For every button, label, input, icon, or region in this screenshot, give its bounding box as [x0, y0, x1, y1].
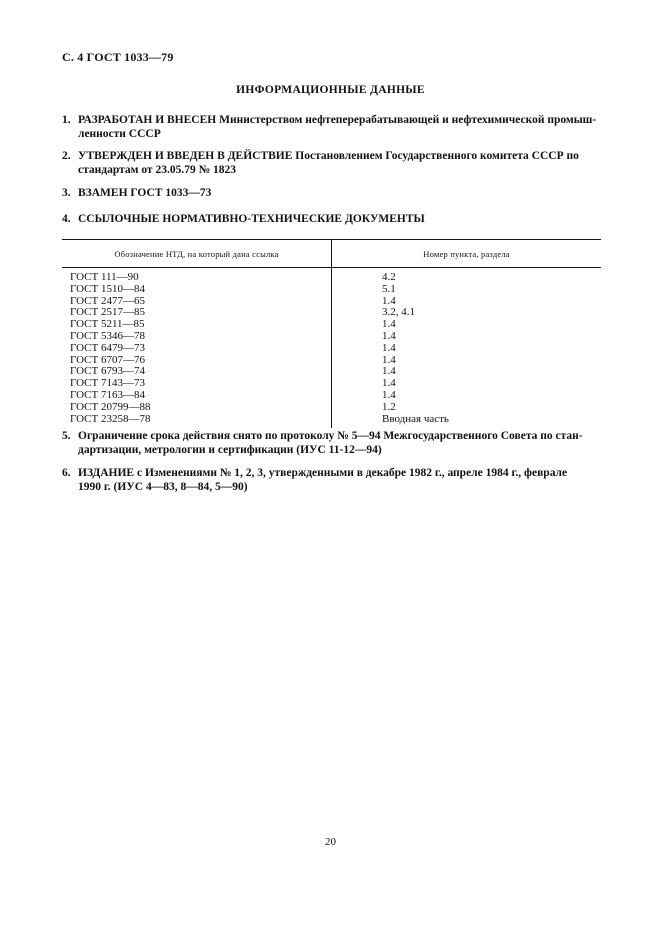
page-header: С. 4 ГОСТ 1033—79	[62, 50, 174, 64]
item-text: Постановлением Государственного комитета СССР по	[292, 150, 579, 162]
item-number: 2.	[62, 150, 71, 162]
page-number: 20	[325, 836, 336, 848]
table-row	[62, 402, 601, 414]
cell-document: ГОСТ 7163—84	[62, 390, 332, 402]
cell-document: ГОСТ 7143—73	[62, 378, 332, 390]
cell-clause: 1.4	[382, 318, 396, 331]
item-3	[62, 186, 602, 200]
cell-clause: 1.4	[382, 377, 396, 390]
cell-document: ГОСТ 23258—78	[62, 414, 332, 429]
item-lead: РАЗРАБОТАН И ВНЕСЕН	[78, 114, 217, 126]
cell-clause: 1.4	[382, 341, 396, 354]
item-2	[62, 149, 602, 177]
item-number: 4.	[62, 213, 71, 225]
item-continuation: стандартам от 23.05.79 № 1823	[78, 164, 237, 176]
item-text: с Изменениями № 1, 2, 3, утвержденными в декабре 1982 г., апреле 1984 г., феврале	[134, 467, 568, 479]
cell-document: ГОСТ 2477—65	[62, 296, 332, 308]
item-6	[62, 466, 602, 494]
item-continuation: ленности СССР	[78, 128, 161, 140]
column-header-document: Обозначение НТД, на который дана ссылка	[62, 240, 332, 268]
table-header-row	[62, 240, 601, 268]
cell-document: ГОСТ 6793—74	[62, 366, 332, 378]
item-number: 3.	[62, 187, 71, 199]
cell-clause: 4.2	[382, 271, 396, 283]
cell-document: ГОСТ 5211—85	[62, 319, 332, 331]
cell-document: ГОСТ 20799—88	[62, 402, 332, 414]
item-4	[62, 212, 602, 226]
table-row	[62, 331, 601, 343]
cell-clause: Вводная часть	[382, 412, 449, 425]
item-lead: ИЗДАНИЕ	[78, 467, 135, 479]
item-continuation: дартизации, метрологии и сертификации (ИУС 11-12—94)	[78, 444, 382, 456]
item-continuation: 1990 г. (ИУС 4—83, 8—84, 5—90)	[78, 481, 248, 493]
cell-clause: 1.2	[382, 400, 396, 413]
cell-clause: 1.4	[382, 353, 396, 366]
cell-document: ГОСТ 1510—84	[62, 284, 332, 296]
cell-document: ГОСТ 5346—78	[62, 331, 332, 343]
cell-document: ГОСТ 6479—73	[62, 343, 332, 355]
table-row	[62, 390, 601, 402]
table-row	[62, 268, 601, 284]
cell-clause: 5.1	[382, 282, 396, 295]
column-header-clause: Номер пункта, раздела	[332, 240, 602, 268]
item-lead: ССЫЛОЧНЫЕ НОРМАТИВНО-ТЕХНИЧЕСКИЕ ДОКУМЕНТЫ	[78, 213, 425, 225]
item-number: 6.	[62, 467, 71, 479]
cell-clause: 1.4	[382, 365, 396, 378]
cell-clause: 1.4	[382, 329, 396, 342]
cell-clause: 3.2, 4.1	[382, 306, 415, 319]
cell-document: ГОСТ 111—90	[62, 268, 332, 284]
table-row	[62, 284, 601, 296]
item-1	[62, 113, 602, 141]
cell-clause: 1.4	[382, 294, 396, 307]
item-text: Министерством нефтеперерабатывающей и нефтехимической промыш-	[216, 114, 597, 126]
section-title: ИНФОРМАЦИОННЫЕ ДАННЫЕ	[236, 84, 425, 96]
item-number: 1.	[62, 114, 71, 126]
item-lead: Ограничение срока действия снято по протоколу № 5—94 Межгосударственного Совета по стан-	[78, 430, 583, 442]
cell-clause: 1.4	[382, 388, 396, 401]
item-lead: ВЗАМЕН ГОСТ 1033—73	[78, 187, 212, 199]
table-row	[62, 343, 601, 355]
item-lead: УТВЕРЖДЕН И ВВЕДЕН В ДЕЙСТВИЕ	[78, 150, 293, 162]
item-number: 5.	[62, 430, 71, 442]
item-5	[62, 429, 602, 457]
references-table	[62, 239, 601, 428]
cell-document: ГОСТ 6707—76	[62, 355, 332, 367]
table-row	[62, 414, 601, 429]
cell-document: ГОСТ 2517—85	[62, 307, 332, 319]
